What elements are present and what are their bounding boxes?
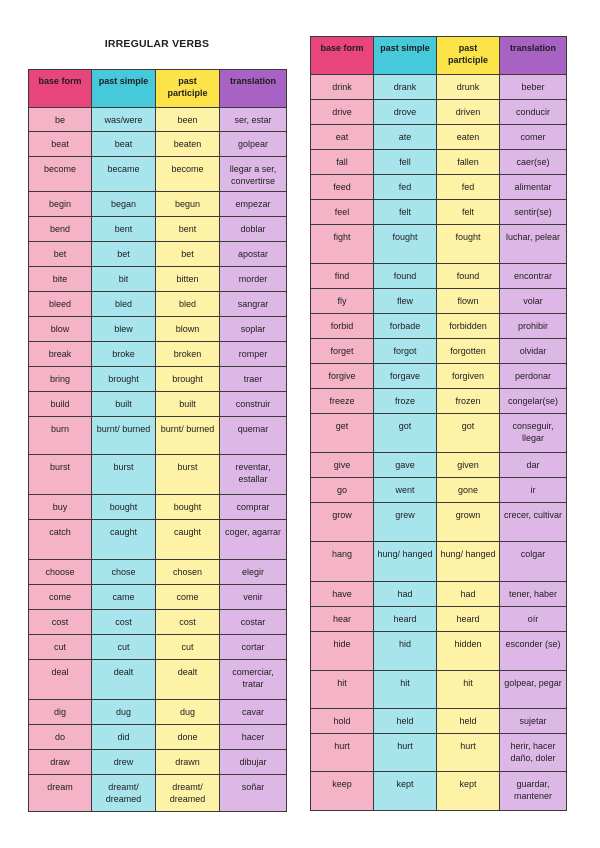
table-row	[311, 671, 567, 709]
cell-base-form: forbid	[311, 314, 374, 339]
table-row	[311, 542, 567, 582]
table-row	[311, 289, 567, 314]
cell-past-simple: bought	[92, 495, 156, 520]
cell-past-simple: hurt	[374, 734, 437, 772]
cell-base-form: bet	[29, 242, 92, 267]
cell-base-form: eat	[311, 125, 374, 150]
cell-base-form: hang	[311, 542, 374, 582]
cell-translation: comprar	[220, 495, 287, 520]
cell-base-form: bend	[29, 217, 92, 242]
cell-translation: soplar	[220, 317, 287, 342]
cell-past-participle: eaten	[437, 125, 500, 150]
cell-past-participle: bent	[156, 217, 220, 242]
cell-past-participle: been	[156, 108, 220, 132]
table-row	[311, 582, 567, 607]
cell-past-participle: got	[437, 414, 500, 453]
cell-past-participle: built	[156, 392, 220, 417]
table-row	[311, 503, 567, 542]
cell-past-simple: heard	[374, 607, 437, 632]
cell-base-form: grow	[311, 503, 374, 542]
cell-translation: elegir	[220, 560, 287, 585]
table-row	[311, 414, 567, 453]
cell-translation: volar	[500, 289, 567, 314]
page-title: IRREGULAR VERBS	[104, 38, 210, 50]
cell-base-form: go	[311, 478, 374, 503]
cell-past-simple: burst	[92, 455, 156, 495]
cell-base-form: forgive	[311, 364, 374, 389]
cell-past-simple: bent	[92, 217, 156, 242]
cell-translation: llegar a ser, convertirse	[220, 157, 287, 192]
cell-past-participle: given	[437, 453, 500, 478]
cell-past-simple: became	[92, 157, 156, 192]
cell-translation: cavar	[220, 700, 287, 725]
cell-base-form: hold	[311, 709, 374, 734]
header-base-form: base form	[311, 37, 374, 75]
cell-past-participle: become	[156, 157, 220, 192]
cell-translation: quemar	[220, 417, 287, 455]
cell-past-simple: gave	[374, 453, 437, 478]
cell-translation: encontrar	[500, 264, 567, 289]
table-row	[311, 339, 567, 364]
table-row	[29, 495, 287, 520]
table-row	[311, 200, 567, 225]
cell-past-participle: burst	[156, 455, 220, 495]
table-row	[29, 367, 287, 392]
cell-base-form: dream	[29, 775, 92, 812]
table-row	[311, 150, 567, 175]
cell-base-form: hurt	[311, 734, 374, 772]
table-row	[29, 292, 287, 317]
cell-base-form: fall	[311, 150, 374, 175]
cell-base-form: draw	[29, 750, 92, 775]
cell-past-simple: came	[92, 585, 156, 610]
cell-base-form: be	[29, 108, 92, 132]
cell-translation: tener, haber	[500, 582, 567, 607]
cell-base-form: fly	[311, 289, 374, 314]
cell-past-participle: bled	[156, 292, 220, 317]
header-base-form: base form	[29, 70, 92, 108]
cell-base-form: fight	[311, 225, 374, 264]
table-row	[29, 417, 287, 455]
cell-translation: soñar	[220, 775, 287, 812]
cell-translation: apostar	[220, 242, 287, 267]
table-row	[29, 660, 287, 700]
cell-base-form: bring	[29, 367, 92, 392]
cell-base-form: beat	[29, 132, 92, 157]
verbs-table-left-body	[29, 108, 287, 812]
cell-base-form: build	[29, 392, 92, 417]
table-row	[29, 342, 287, 367]
cell-base-form: find	[311, 264, 374, 289]
cell-past-simple: burnt/ burned	[92, 417, 156, 455]
cell-past-simple: did	[92, 725, 156, 750]
cell-base-form: burn	[29, 417, 92, 455]
cell-past-simple: fell	[374, 150, 437, 175]
cell-translation: cortar	[220, 635, 287, 660]
cell-base-form: forget	[311, 339, 374, 364]
cell-past-simple: bled	[92, 292, 156, 317]
cell-past-participle: driven	[437, 100, 500, 125]
table-row	[311, 175, 567, 200]
cell-past-participle: burnt/ burned	[156, 417, 220, 455]
cell-base-form: choose	[29, 560, 92, 585]
cell-past-participle: hidden	[437, 632, 500, 671]
cell-base-form: cut	[29, 635, 92, 660]
cell-translation: sujetar	[500, 709, 567, 734]
cell-translation: prohibir	[500, 314, 567, 339]
cell-past-simple: fed	[374, 175, 437, 200]
cell-past-simple: cut	[92, 635, 156, 660]
cell-past-participle: flown	[437, 289, 500, 314]
cell-past-simple: froze	[374, 389, 437, 414]
cell-past-simple: drove	[374, 100, 437, 125]
table-row	[29, 392, 287, 417]
cell-past-participle: hurt	[437, 734, 500, 772]
cell-translation: dibujar	[220, 750, 287, 775]
cell-base-form: drink	[311, 75, 374, 100]
cell-past-simple: went	[374, 478, 437, 503]
cell-past-simple: found	[374, 264, 437, 289]
table-row	[311, 389, 567, 414]
cell-past-simple: bet	[92, 242, 156, 267]
cell-translation: caer(se)	[500, 150, 567, 175]
cell-base-form: become	[29, 157, 92, 192]
cell-base-form: do	[29, 725, 92, 750]
cell-base-form: bite	[29, 267, 92, 292]
cell-past-simple: hung/ hanged	[374, 542, 437, 582]
cell-past-simple: built	[92, 392, 156, 417]
table-row	[311, 607, 567, 632]
cell-translation: congelar(se)	[500, 389, 567, 414]
table-row	[311, 125, 567, 150]
table-row	[29, 455, 287, 495]
cell-past-participle: cost	[156, 610, 220, 635]
cell-past-participle: beaten	[156, 132, 220, 157]
cell-translation: construir	[220, 392, 287, 417]
cell-past-simple: cost	[92, 610, 156, 635]
cell-past-simple: hid	[374, 632, 437, 671]
cell-past-simple: beat	[92, 132, 156, 157]
cell-past-participle: kept	[437, 772, 500, 811]
cell-past-participle: frozen	[437, 389, 500, 414]
cell-past-simple: had	[374, 582, 437, 607]
cell-past-participle: blown	[156, 317, 220, 342]
cell-past-participle: heard	[437, 607, 500, 632]
table-row	[311, 75, 567, 100]
cell-translation: golpear	[220, 132, 287, 157]
cell-past-simple: held	[374, 709, 437, 734]
table-row	[29, 108, 287, 132]
cell-base-form: blow	[29, 317, 92, 342]
cell-translation: esconder (se)	[500, 632, 567, 671]
cell-past-simple: drank	[374, 75, 437, 100]
cell-past-participle: dug	[156, 700, 220, 725]
table-row	[311, 225, 567, 264]
cell-past-participle: dreamt/ dreamed	[156, 775, 220, 812]
cell-base-form: hit	[311, 671, 374, 709]
table-row	[311, 264, 567, 289]
cell-base-form: hide	[311, 632, 374, 671]
cell-base-form: give	[311, 453, 374, 478]
cell-translation: oír	[500, 607, 567, 632]
cell-base-form: get	[311, 414, 374, 453]
table-row	[29, 267, 287, 292]
cell-translation: venir	[220, 585, 287, 610]
table-row	[29, 585, 287, 610]
table-row	[311, 100, 567, 125]
header-translation: translation	[500, 37, 567, 75]
cell-translation: ir	[500, 478, 567, 503]
cell-translation: comerciar, tratar	[220, 660, 287, 700]
cell-base-form: hear	[311, 607, 374, 632]
table-row	[29, 700, 287, 725]
cell-translation: herir, hacer daño, doler	[500, 734, 567, 772]
table-row	[29, 775, 287, 812]
cell-translation: guardar, mantener	[500, 772, 567, 811]
cell-past-participle: brought	[156, 367, 220, 392]
cell-translation: sentir(se)	[500, 200, 567, 225]
cell-past-simple: ate	[374, 125, 437, 150]
cell-translation: costar	[220, 610, 287, 635]
table-row	[29, 132, 287, 157]
cell-translation: reventar, estallar	[220, 455, 287, 495]
cell-base-form: break	[29, 342, 92, 367]
cell-past-participle: broken	[156, 342, 220, 367]
header-past-participle: past participle	[437, 37, 500, 75]
table-row	[29, 192, 287, 217]
cell-past-participle: drunk	[437, 75, 500, 100]
cell-base-form: catch	[29, 520, 92, 560]
cell-past-participle: bet	[156, 242, 220, 267]
cell-translation: alimentar	[500, 175, 567, 200]
cell-translation: beber	[500, 75, 567, 100]
cell-base-form: deal	[29, 660, 92, 700]
cell-past-simple: fought	[374, 225, 437, 264]
cell-base-form: come	[29, 585, 92, 610]
cell-past-participle: gone	[437, 478, 500, 503]
cell-past-simple: was/were	[92, 108, 156, 132]
cell-past-simple: dealt	[92, 660, 156, 700]
cell-base-form: feed	[311, 175, 374, 200]
cell-base-form: feel	[311, 200, 374, 225]
table-row	[29, 520, 287, 560]
cell-base-form: drive	[311, 100, 374, 125]
cell-past-participle: hit	[437, 671, 500, 709]
cell-past-simple: kept	[374, 772, 437, 811]
cell-past-simple: forgot	[374, 339, 437, 364]
table-row	[311, 364, 567, 389]
verbs-table-right	[310, 36, 567, 811]
cell-translation: conseguir, llegar	[500, 414, 567, 453]
cell-past-simple: forbade	[374, 314, 437, 339]
cell-past-simple: blew	[92, 317, 156, 342]
cell-past-participle: come	[156, 585, 220, 610]
cell-past-simple: dreamt/ dreamed	[92, 775, 156, 812]
cell-base-form: buy	[29, 495, 92, 520]
cell-translation: morder	[220, 267, 287, 292]
header-translation: translation	[220, 70, 287, 108]
cell-past-participle: dealt	[156, 660, 220, 700]
header-past-simple: past simple	[374, 37, 437, 75]
cell-past-participle: had	[437, 582, 500, 607]
cell-past-participle: grown	[437, 503, 500, 542]
cell-translation: colgar	[500, 542, 567, 582]
cell-translation: sangrar	[220, 292, 287, 317]
cell-past-simple: grew	[374, 503, 437, 542]
cell-base-form: bleed	[29, 292, 92, 317]
cell-base-form: dig	[29, 700, 92, 725]
cell-past-simple: dug	[92, 700, 156, 725]
header-past-simple: past simple	[92, 70, 156, 108]
table-row	[311, 734, 567, 772]
cell-translation: crecer, cultivar	[500, 503, 567, 542]
cell-past-participle: done	[156, 725, 220, 750]
cell-translation: traer	[220, 367, 287, 392]
header-past-participle: past participle	[156, 70, 220, 108]
cell-past-participle: drawn	[156, 750, 220, 775]
cell-past-participle: forgiven	[437, 364, 500, 389]
table-row	[29, 560, 287, 585]
cell-past-simple: hit	[374, 671, 437, 709]
cell-base-form: begin	[29, 192, 92, 217]
cell-past-participle: chosen	[156, 560, 220, 585]
cell-translation: comer	[500, 125, 567, 150]
cell-base-form: freeze	[311, 389, 374, 414]
cell-past-simple: drew	[92, 750, 156, 775]
cell-translation: perdonar	[500, 364, 567, 389]
cell-base-form: keep	[311, 772, 374, 811]
cell-past-participle: held	[437, 709, 500, 734]
cell-base-form: cost	[29, 610, 92, 635]
table-row	[311, 632, 567, 671]
table-row	[29, 750, 287, 775]
cell-past-participle: caught	[156, 520, 220, 560]
table-row	[29, 635, 287, 660]
cell-past-participle: found	[437, 264, 500, 289]
table-row	[311, 478, 567, 503]
cell-translation: ser, estar	[220, 108, 287, 132]
cell-base-form: burst	[29, 455, 92, 495]
table-row	[311, 314, 567, 339]
table-row	[29, 725, 287, 750]
cell-translation: hacer	[220, 725, 287, 750]
verbs-table-left	[28, 69, 287, 812]
table-row	[29, 157, 287, 192]
cell-translation: luchar, pelear	[500, 225, 567, 264]
cell-translation: doblar	[220, 217, 287, 242]
cell-past-simple: forgave	[374, 364, 437, 389]
cell-base-form: have	[311, 582, 374, 607]
cell-past-participle: bought	[156, 495, 220, 520]
cell-past-participle: cut	[156, 635, 220, 660]
table-row	[311, 709, 567, 734]
table-row	[29, 610, 287, 635]
table-row	[29, 242, 287, 267]
cell-past-participle: fought	[437, 225, 500, 264]
table-row	[29, 217, 287, 242]
cell-past-simple: caught	[92, 520, 156, 560]
cell-translation: dar	[500, 453, 567, 478]
cell-translation: golpear, pegar	[500, 671, 567, 709]
cell-past-participle: hung/ hanged	[437, 542, 500, 582]
cell-past-simple: began	[92, 192, 156, 217]
cell-past-participle: felt	[437, 200, 500, 225]
cell-past-simple: bit	[92, 267, 156, 292]
cell-past-simple: flew	[374, 289, 437, 314]
cell-past-simple: felt	[374, 200, 437, 225]
verbs-table-right-body	[311, 75, 567, 811]
cell-past-participle: begun	[156, 192, 220, 217]
cell-past-simple: brought	[92, 367, 156, 392]
cell-past-simple: got	[374, 414, 437, 453]
table-row	[311, 453, 567, 478]
cell-translation: olvidar	[500, 339, 567, 364]
cell-translation: romper	[220, 342, 287, 367]
cell-past-simple: broke	[92, 342, 156, 367]
table-row	[29, 317, 287, 342]
cell-past-participle: bitten	[156, 267, 220, 292]
cell-translation: conducir	[500, 100, 567, 125]
cell-past-participle: fallen	[437, 150, 500, 175]
cell-past-simple: chose	[92, 560, 156, 585]
cell-past-participle: forbidden	[437, 314, 500, 339]
cell-past-participle: fed	[437, 175, 500, 200]
cell-past-participle: forgotten	[437, 339, 500, 364]
table-row	[311, 772, 567, 811]
cell-translation: coger, agarrar	[220, 520, 287, 560]
cell-translation: empezar	[220, 192, 287, 217]
